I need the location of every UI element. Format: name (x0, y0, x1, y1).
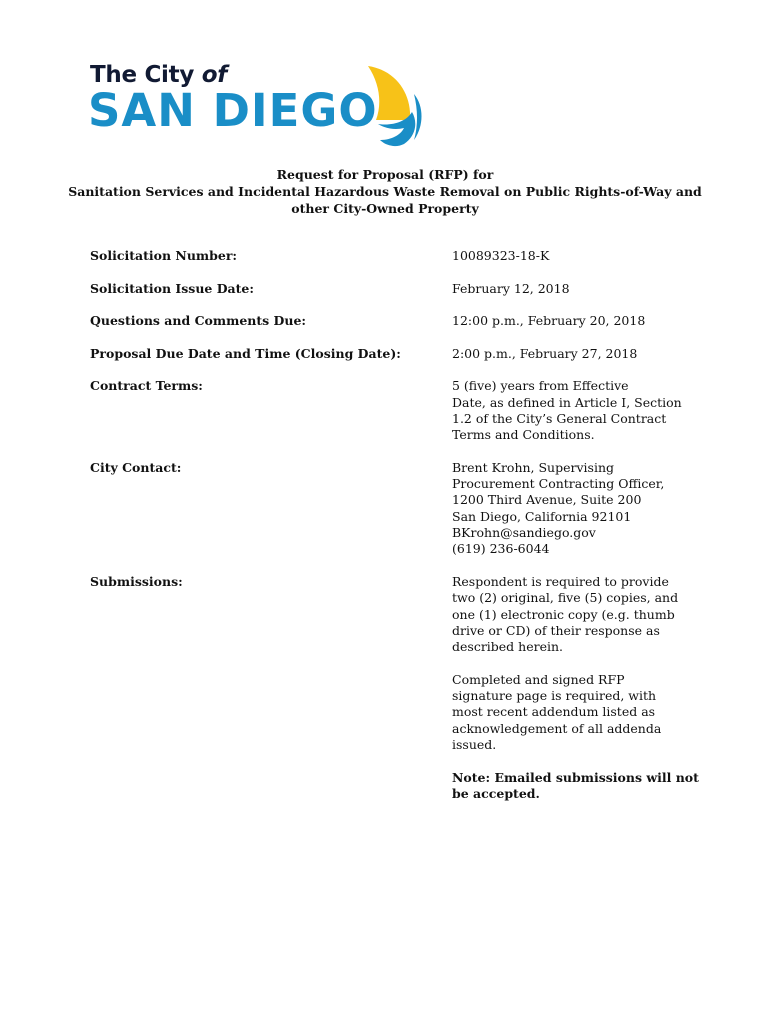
field-value-line: 12:00 p.m., February 20, 2018 (452, 313, 646, 329)
field-value-line: 1200 Third Avenue, Suite 200 (452, 492, 642, 508)
field-value (452, 378, 690, 443)
city-logo (88, 60, 433, 152)
field-issue-date (90, 281, 690, 314)
field-contract-terms (90, 378, 690, 460)
field-city-contact (90, 460, 690, 574)
field-value-line: issued. (452, 736, 497, 752)
logo-line1-prefix: The City (90, 62, 202, 88)
field-value (452, 573, 699, 802)
title-line-1: Request for Proposal (RFP) for (276, 167, 494, 182)
field-label: Proposal Due Date and Time (Closing Date): (90, 345, 401, 361)
field-value-line: Note: Emailed submissions will not (452, 769, 699, 785)
field-value-line: most recent addendum listed as (452, 704, 656, 720)
submissions-paragraph (452, 574, 690, 655)
field-value-line: 1.2 of the City’s General Contract (452, 410, 667, 426)
field-value (452, 460, 690, 558)
sail-logo-icon (366, 64, 426, 148)
field-label: Solicitation Number: (90, 248, 238, 263)
field-value-line: drive or CD) of their response as (452, 622, 660, 638)
field-value (452, 281, 690, 297)
solicitation-fields (90, 248, 699, 802)
contact-email: BKrohn@sandiego.gov (452, 525, 596, 541)
field-value-line: described herein. (452, 639, 564, 655)
logo-line-san-diego: SAN DIEGO (88, 84, 378, 137)
logo-line1-of: of (201, 62, 227, 88)
field-label: Contract Terms: (90, 378, 203, 394)
field-solicitation-number (90, 248, 690, 281)
field-label: City Contact: (90, 459, 182, 475)
contact-phone: (619) 236-6044 (452, 541, 550, 557)
submissions-paragraph (452, 672, 690, 753)
field-value-line: 2:00 p.m., February 27, 2018 (452, 345, 638, 361)
field-label: Submissions: (90, 573, 183, 589)
field-value-line: Terms and Conditions. (452, 427, 595, 443)
field-value (452, 248, 690, 264)
field-value-line: February 12, 2018 (452, 280, 570, 296)
field-value-line: San Diego, California 92101 (452, 508, 632, 524)
field-value-line: Brent Krohn, Supervising (452, 459, 615, 475)
field-value-line: one (1) electronic copy (e.g. thumb (452, 606, 675, 622)
submissions-note (452, 769, 699, 803)
field-label: Questions and Comments Due: (90, 313, 307, 329)
field-proposal-due (90, 346, 690, 379)
field-value-line: 5 (five) years from Effective (452, 378, 629, 394)
field-value-line: two (2) original, five (5) copies, and (452, 590, 679, 606)
field-value-line: acknowledgement of all addenda (452, 720, 662, 736)
title-line-2: Sanitation Services and Incidental Hazardous Waste Removal on Public Rights-of-Way and (68, 184, 702, 199)
field-value-line: 10089323-18-K (452, 248, 550, 263)
field-submissions (90, 573, 699, 802)
field-value (452, 313, 690, 329)
document-title (60, 166, 710, 217)
field-value-line: Date, as defined in Article I, Section (452, 394, 682, 410)
field-value-line: Procurement Contracting Officer, (452, 476, 665, 492)
field-questions-due (90, 313, 690, 346)
field-value-line: Respondent is required to provide (452, 573, 669, 589)
field-label: Solicitation Issue Date: (90, 280, 254, 296)
title-line-3: other City-Owned Property (291, 201, 479, 216)
field-value-line: be accepted. (452, 785, 540, 801)
field-value-line: signature page is required, with (452, 688, 657, 704)
field-value-line: Completed and signed RFP (452, 671, 625, 687)
field-value (452, 346, 690, 362)
